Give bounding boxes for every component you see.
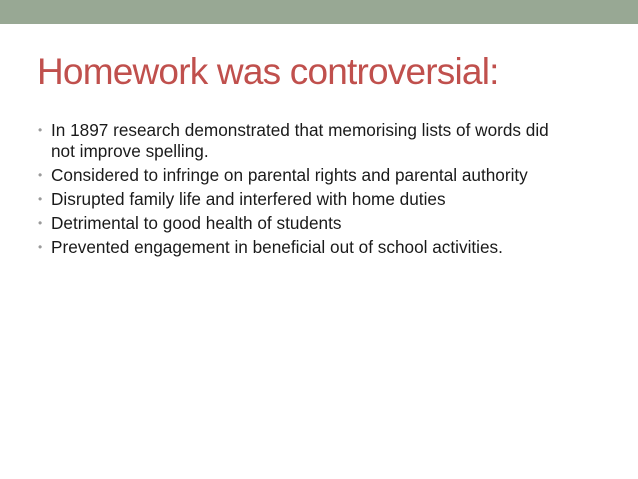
bullet-icon: • [38, 216, 43, 230]
top-accent-bar [0, 0, 638, 24]
bullet-text: In 1897 research demonstrated that memorising lists of words did not improve spelling. [51, 120, 549, 161]
bullet-icon: • [38, 168, 43, 182]
bullet-item [38, 189, 618, 210]
bullet-text: Detrimental to good health of students [51, 213, 342, 233]
bullet-item [38, 237, 618, 258]
bullet-list [38, 120, 618, 261]
bullet-item [38, 213, 618, 234]
slide-title: Homework was controversial: [37, 51, 499, 92]
bullet-text: Prevented engagement in beneficial out of school activities. [51, 237, 503, 257]
bullet-item [38, 165, 618, 186]
bullet-item [38, 120, 618, 162]
bullet-icon: • [38, 192, 43, 206]
bullet-text: Considered to infringe on parental rights and parental authority [51, 165, 528, 185]
bullet-text: Disrupted family life and interfered with home duties [51, 189, 446, 209]
bullet-icon: • [38, 240, 43, 254]
bullet-icon: • [38, 123, 43, 137]
